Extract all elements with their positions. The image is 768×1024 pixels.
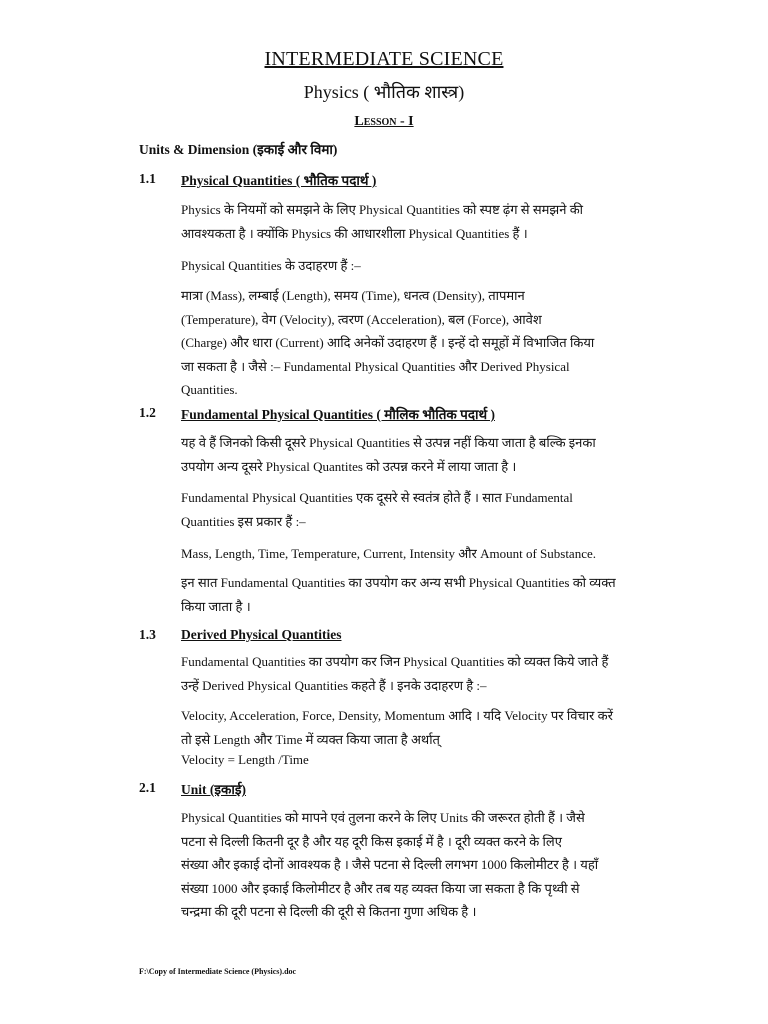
lesson-heading: Lesson - I	[354, 114, 414, 129]
document-title: INTERMEDIATE SCIENCE	[264, 48, 504, 70]
text-line: Quantities.	[181, 382, 238, 397]
text-line: आवश्यकता है । क्योंकि Physics की आधारशीला Physical Quantities हैं ।	[181, 225, 528, 241]
section-number-2-1: 2.1	[139, 780, 156, 795]
document-subtitle: Physics ( भौतिक शास्त्र)	[303, 82, 465, 102]
text-line: जा सकता है । जैसे :– Fundamental Physical Quantities और Derived Physical	[181, 358, 570, 374]
text-line: चन्द्रमा की दूरी पटना से दिल्ली की दूरी से कितना गुणा अधिक है ।	[181, 904, 477, 919]
text-line: Velocity, Acceleration, Force, Density, Momentum आदि । यदि Velocity पर विचार करें	[181, 708, 613, 723]
text-line: पटना से दिल्ली कितनी दूर है और यह दूरी किस इकाई में है । दूरी व्यक्त करने के लिए	[181, 833, 562, 849]
text-line: Physics के नियमों को समझने के लिए Physical Quantities को स्पष्ट ढ़ंग से समझने की	[181, 202, 584, 217]
section-title-1-2: Fundamental Physical Quantities ( मौलिक भौतिक पदार्थ )	[181, 407, 495, 422]
text-line: यह वे हैं जिनको किसी दूसरे Physical Quantities से उत्पन्न नहीं किया जाता है बल्कि इनका	[181, 435, 596, 450]
section-title-1-3: Derived Physical Quantities	[181, 627, 342, 642]
section-number-1-2: 1.2	[139, 405, 156, 420]
text-line: तो इसे Length और Time में व्यक्त किया जाता है अर्थात्	[181, 731, 440, 747]
text-line: संख्या 1000 और इकाई किलोमीटर है और तब यह व्यक्त किया जा सकता है कि पृथ्वी से	[181, 880, 580, 896]
section-1-1-paragraph-2: Physical Quantities के उदाहरण हैं :–	[181, 258, 361, 273]
section-number-1-1: 1.1	[139, 171, 156, 186]
section-1-3-paragraph-2	[181, 704, 686, 751]
section-title-1-1: Physical Quantities ( भौतिक पदार्थ )	[181, 173, 377, 188]
text-line: (Temperature), वेग (Velocity), त्वरण (Acceleration), बल (Force), आवेश	[181, 311, 542, 327]
text-line: (Charge) और धारा (Current) आदि अनेकों उदाहरण हैं । इन्हें दो समूहों में विभाजित किया	[181, 335, 595, 350]
text-line: उपयोग अन्य दूसरे Physical Quantites को उत्पन्न करने में लाया जाता है ।	[181, 458, 517, 474]
section-1-3-paragraph-1	[181, 650, 686, 697]
text-line: किया जाता है ।	[181, 598, 251, 614]
section-1-2-paragraph-4	[181, 571, 686, 618]
text-line: Fundamental Physical Quantities एक दूसरे से स्वतंत्र होते हैं । सात Fundamental	[181, 490, 573, 505]
text-line: उन्हें Derived Physical Quantities कहते हैं । इनके उदाहरण है :–	[181, 677, 487, 693]
text-line: संख्या और इकाई दोनों आवश्यक है । जैसे पटना से दिल्ली लगभग 1000 किलोमीटर है । यहाँ	[181, 857, 599, 872]
section-1-1-paragraph-1	[181, 198, 686, 245]
section-title-2-1: Unit (इकाई)	[181, 782, 246, 797]
text-line: Quantities इस प्रकार हैं :–	[181, 513, 306, 529]
section-number-1-3: 1.3	[139, 627, 156, 642]
section-1-3-paragraph-3: Velocity = Length /Time	[181, 752, 309, 767]
section-1-2-paragraph-1	[181, 431, 686, 478]
document-footer-path: F:\Copy of Intermediate Science (Physics).doc	[139, 967, 297, 976]
section-2-1-paragraph-1	[181, 806, 686, 924]
section-1-1-paragraph-3	[181, 284, 686, 402]
text-line: Fundamental Quantities का उपयोग कर जिन Physical Quantities को व्यक्त किये जाते हैं	[181, 654, 609, 669]
text-line: इन सात Fundamental Quantities का उपयोग कर अन्य सभी Physical Quantities को व्यक्त	[181, 575, 616, 590]
text-line: Physical Quantities को मापने एवं तुलना करने के लिए Units की जरूरत होती हैं । जैसे	[181, 810, 585, 825]
section-1-2-paragraph-2	[181, 486, 686, 533]
section-1-2-paragraph-3: Mass, Length, Time, Temperature, Current, Intensity और Amount of Substance.	[181, 546, 596, 561]
text-line: मात्रा (Mass), लम्बाई (Length), समय (Time), धनत्व (Density), तापमान	[181, 288, 525, 303]
topic-heading: Units & Dimension (इकाई और विमा)	[139, 142, 338, 157]
